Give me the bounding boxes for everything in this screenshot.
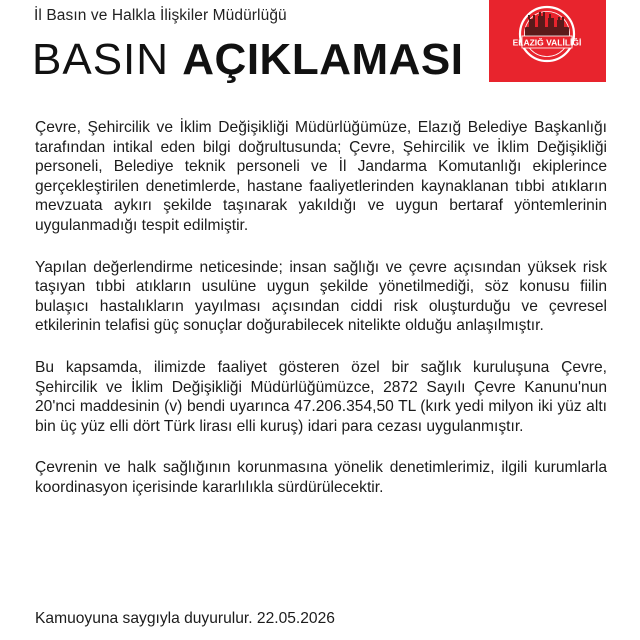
paragraph-2: Yapılan değerlendirme neticesinde; insan sağlığı ve çevre açısından yüksek risk taşıyan tıbbi atıkların usulüne uygun şekilde yönetilmediği, söz konusu fiilin bulaşıcı hastalıkların yayılması açısından ciddi risk oluşturduğu ve çevresel etkilerinin telafisi güç sonuçlar doğurabilecek nitelikte olduğu anlaşılmıştır. — [35, 258, 607, 335]
statement-body — [35, 118, 607, 520]
logo-text: ELAZIĞ VALİLİĞİ — [512, 37, 582, 48]
directorate-name: İl Basın ve Halkla İlişkiler Müdürlüğü — [34, 7, 287, 24]
elazig-valiligi-emblem-icon — [489, 0, 606, 82]
paragraph-4: Çevrenin ve halk sağlığının korunmasına yönelik denetimlerimiz, ilgili kurumlarla koordinasyon içerisinde kararlılıkla sürdürülecektir. — [35, 459, 607, 496]
page-title — [32, 34, 463, 86]
closing-line: Kamuoyuna saygıyla duyurulur. 22.05.2026 — [35, 610, 335, 627]
paragraph-1: Çevre, Şehircilik ve İklim Değişikliği Müdürlüğümüze, Elazığ Belediye Başkanlığı tarafından intikal eden bilgi doğrultusunda; Çevre, Şehircilik ve İklim Değişikliği personeli, Belediye teknik personeli ve İl Jandarma Komutanlığı ekiplerince gerçekleştirilen denetimlerde, hastane faaliyetlerinden kaynaklanan tıbbi atıkların mevzuata aykırı şekilde taşınarak yakıldığı ve uygun bertaraf yöntemlerinin uygulanmadığı tespit edilmiştir. — [35, 119, 607, 234]
governorship-logo — [489, 0, 606, 82]
title-light: BASIN — [32, 35, 170, 84]
title-bold: AÇIKLAMASI — [182, 35, 464, 84]
paragraph-3: Bu kapsamda, ilimizde faaliyet gösteren özel bir sağlık kuruluşuna Çevre, Şehircilik ve İklim Değişikliği Müdürlüğümüzce, 2872 Sayılı Çevre Kanunu'nun 20'nci maddesinin (v) bendi uyarınca 47.206.354,50 TL (kırk yedi milyon iki yüz altı bin üç yüz elli dört Türk lirası elli kuruş) idari para cezası uygulanmıştır. — [35, 358, 607, 435]
